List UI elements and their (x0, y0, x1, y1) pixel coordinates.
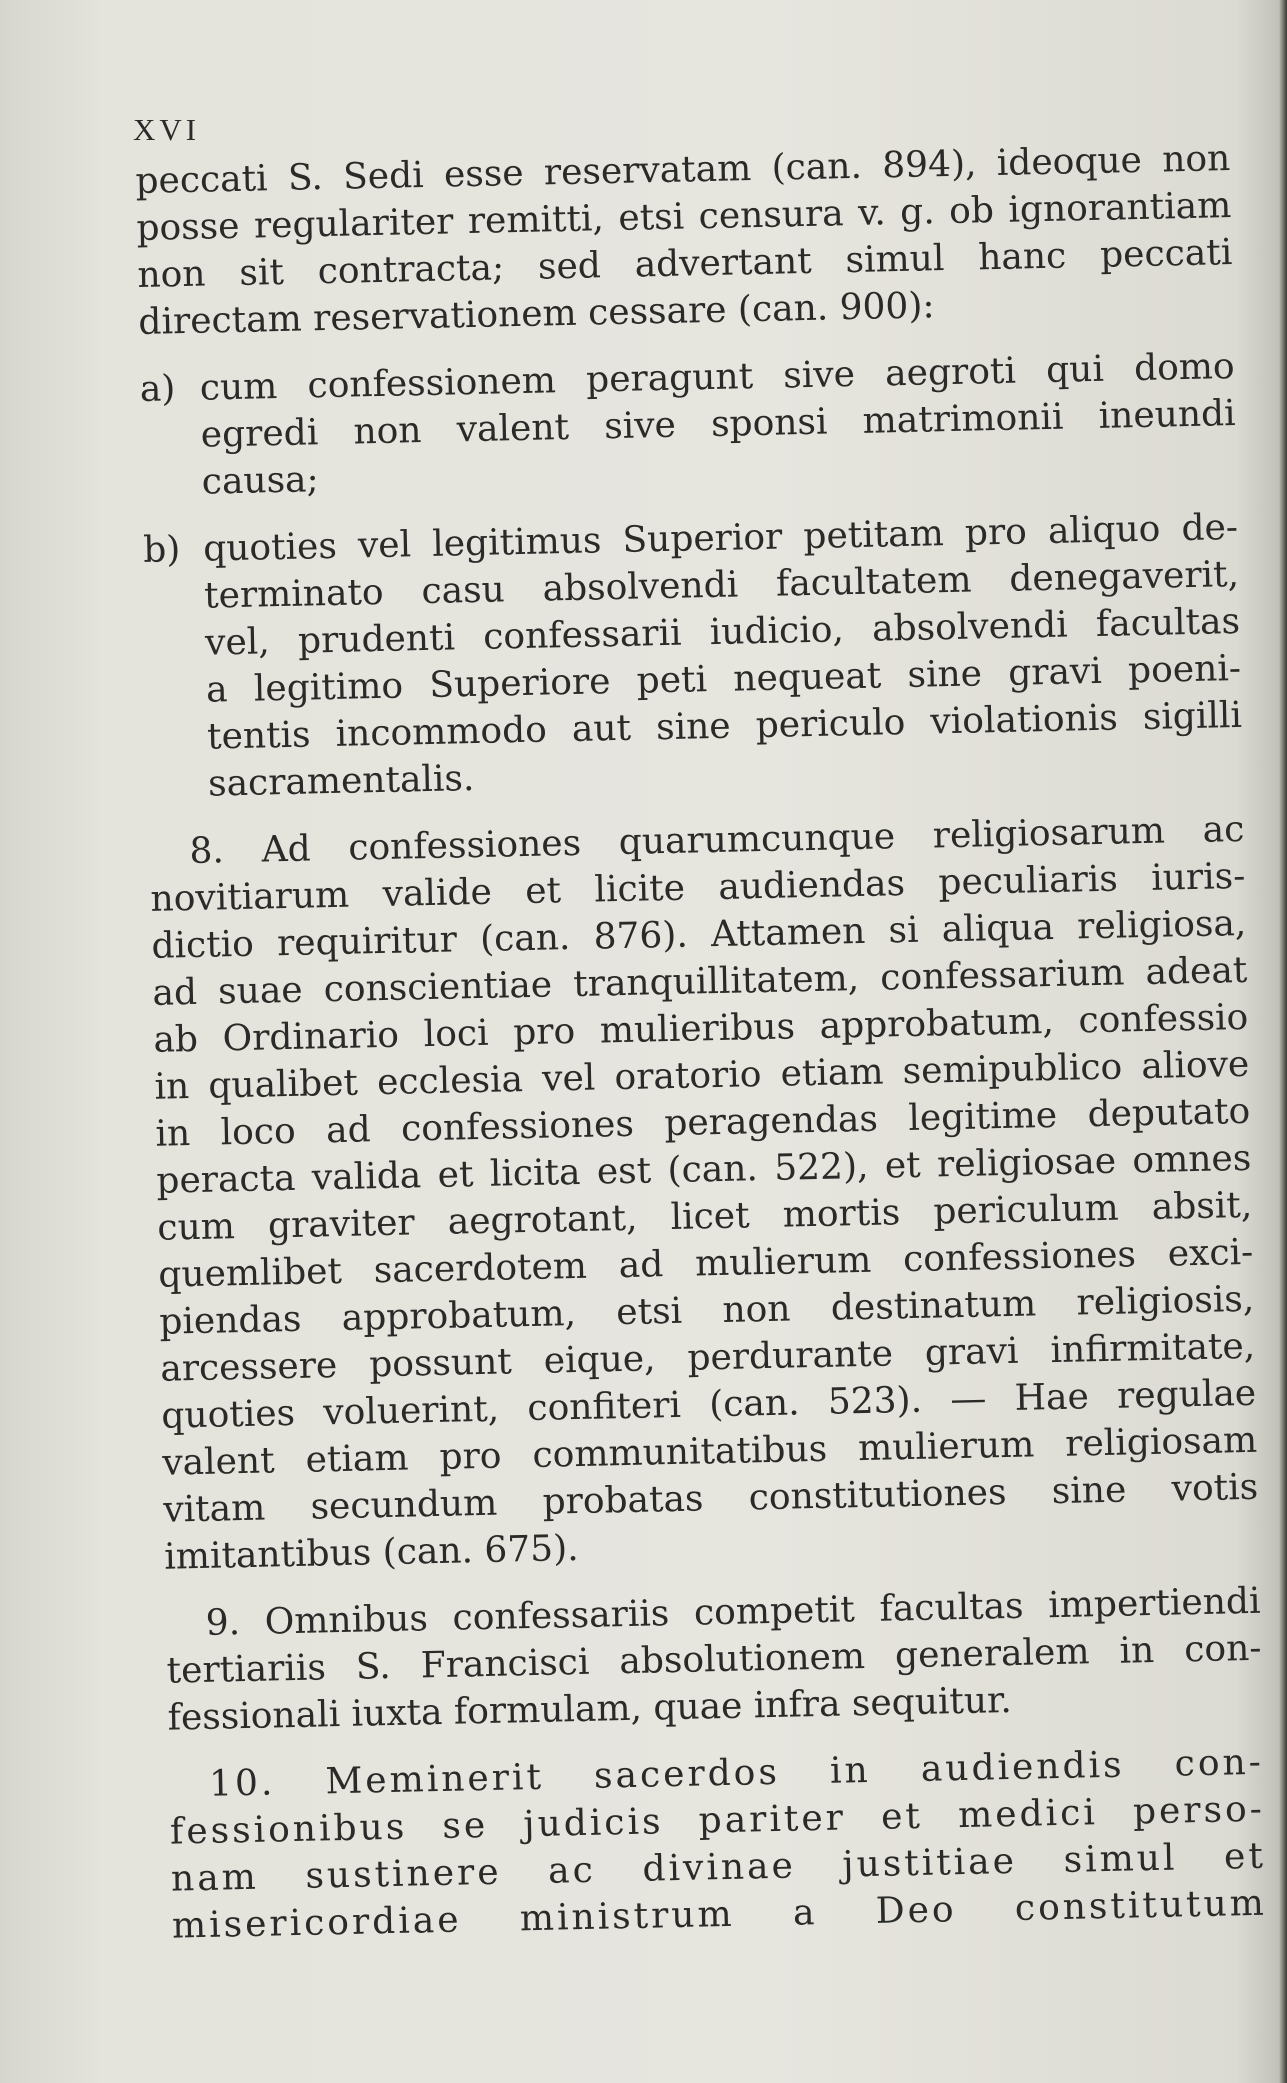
text-line: novitiarum valide et licite audiendas peculiaris iuris- (150, 855, 1246, 920)
text-line: quoties vel legitimus Superior petitam pro aliquo de- (202, 506, 1239, 570)
text-line: 9. Omnibus confessariis competit facultas impertiendi (205, 1580, 1261, 1644)
list-item-a (139, 343, 1237, 507)
text-line: vel, prudenti confessarii iudicio, absolvendi facultas (204, 600, 1241, 664)
text-line: ab Ordinario loci pro mulieribus approbatum, confessio (153, 996, 1249, 1061)
text-line: tertiariis S. Francisci absolutionem generalem in con- (166, 1627, 1262, 1692)
text-line: fessionibus se judicis pariter et medici perso- (169, 1788, 1266, 1853)
text-line: tentis incommodo aut sine periculo violationis sigilli (206, 694, 1243, 758)
body-text (135, 135, 1267, 1950)
intro-paragraph (135, 135, 1234, 346)
text-line: fessionali iuxta formulam, quae infra sequitur. (167, 1679, 1013, 1739)
text-line: terminato casu absolvendi facultatem denegaverit, (203, 553, 1240, 617)
text-line: peccati S. Sedi esse reservatam (can. 894), ideoque non (135, 138, 1231, 202)
page-number: XVI (133, 112, 201, 147)
text-line: cum confessionem peragunt sive aegroti qui domo (199, 346, 1236, 409)
text-line: misericordiae ministrum a Deo constitutum (171, 1882, 1268, 1947)
paragraph-10 (169, 1739, 1268, 1950)
text-line: egredi non valent sive sponsi matrimonii ineundi (200, 393, 1237, 456)
text-line: peracta valida et licita est (can. 522), et religiosae omnes (156, 1137, 1252, 1202)
text-line: arcessere possunt eique, perdurante gravi infirmitate, (159, 1325, 1256, 1390)
text-line: imitantibus (can. 675). (163, 1528, 580, 1578)
text-line: in qualibet ecclesia vel oratorio etiam semipublico aliove (154, 1043, 1250, 1108)
list-label: a) (139, 368, 176, 410)
text-line: ad suae conscientiae tranquillitatem, confessarium adeat (152, 949, 1248, 1014)
text-line: piendas approbatum, etsi non destinatum religiosis, (158, 1278, 1255, 1343)
text-line: 10. Meminerit sacerdos in audiendis con- (208, 1741, 1265, 1805)
page-edge-shadow (1279, 0, 1287, 2083)
text-line: cum graviter aegrotant, licet mortis periculum absit, (156, 1184, 1253, 1249)
text-line: a legitimo Superiore peti nequeat sine gravi poeni- (205, 647, 1242, 711)
text-line: sacramentalis. (207, 758, 475, 805)
text-line: 8. Ad confessiones quarumcunque religiosarum ac (189, 808, 1245, 873)
text-line: causa; (201, 459, 320, 503)
text-line: valent etiam pro communitatibus mulierum religiosam (161, 1419, 1258, 1484)
text-line: in loco ad confessiones peragendas legitime deputato (155, 1090, 1251, 1155)
paragraph-9 (165, 1578, 1263, 1742)
text-line: non sit contracta; sed advertant simul hanc peccati (137, 232, 1233, 296)
text-line: dictio requiritur (can. 876). Attamen si aliqua religiosa, (151, 902, 1247, 967)
list-label: b) (142, 529, 181, 571)
list-item-b (143, 504, 1244, 809)
text-line: vitam secundum probatas constitutiones sine votis (162, 1466, 1259, 1531)
text-line: quemlibet sacerdotem ad mulierum confessiones exci- (157, 1231, 1254, 1296)
paragraph-8 (149, 806, 1260, 1581)
text-line: quoties voluerint, confiteri (can. 523). — Hae regulae (160, 1372, 1257, 1437)
text-line: nam sustinere ac divinae justitiae simul et (170, 1835, 1267, 1900)
text-line: posse regulariter remitti, etsi censura v. g. ob ignorantiam (136, 185, 1232, 249)
text-line: directam reservationem cessare (can. 900): (138, 285, 935, 343)
